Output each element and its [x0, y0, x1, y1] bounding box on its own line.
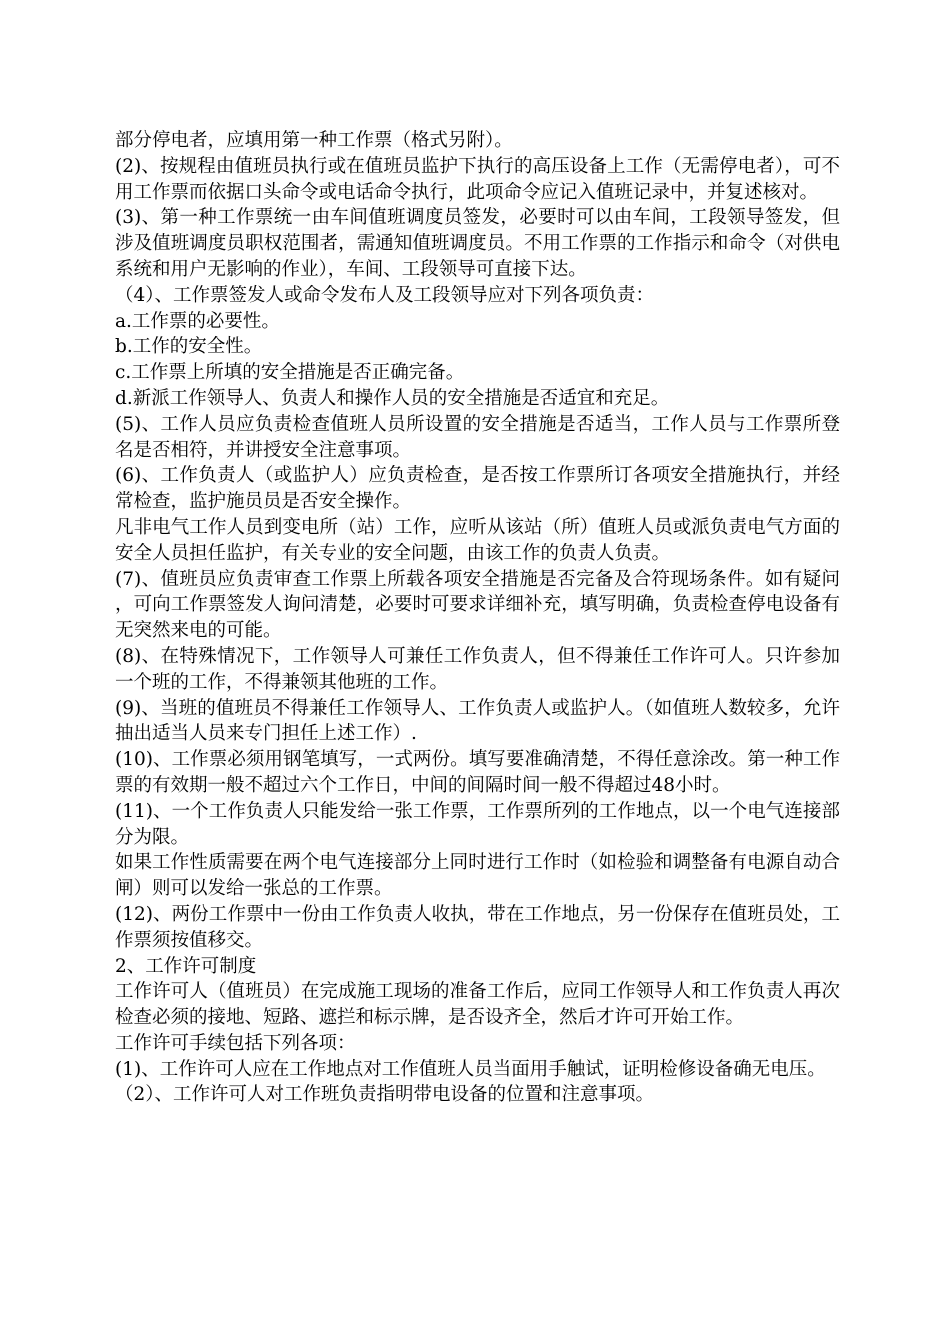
paragraph: （2）、工作许可人对工作班负责指明带电设备的位置和注意事项。	[115, 1084, 655, 1106]
paragraph: (9)、当班的值班员不得兼任工作领导人、工作负责人或监护人。（如值班人数较多，允许抽出适当人员来专门担任上述工作）.	[115, 697, 840, 745]
paragraph: (10)、工作票必须用钢笔填写，一式两份。填写要准确清楚，不得任意涂改。第一种工作票的有效期一般不超过六个工作日，中间的间隔时间一般不得超过48小时。	[115, 749, 840, 796]
paragraph: 如果工作性质需要在两个电气连接部分上同时进行工作时（如检验和调整备有电源自动合闸）则可以发给一张总的工作票。	[115, 852, 840, 900]
list-item: b.工作的安全性。	[115, 336, 263, 358]
paragraph: 部分停电者，应填用第一种工作票（格式另附）。	[115, 130, 513, 151]
paragraph: (2)、按规程由值班员执行或在值班员监护下执行的高压设备上工作（无需停电者），可不用工作票而依据口头命令或电话命令执行，此项命令应记入值班记录中，并复述核对。	[115, 155, 840, 203]
list-item: d.新派工作领导人、负责人和操作人员的安全措施是否适宜和充足。	[115, 387, 670, 409]
paragraph: 工作许可人（值班员）在完成施工现场的准备工作后，应同工作领导人和工作负责人再次检查必须的接地、短路、遮拦和标示牌，是否设齐全，然后才许可开始工作。	[115, 981, 840, 1029]
list-item: a.工作票的必要性。	[115, 310, 280, 332]
paragraph: (3)、第一种工作票统一由车间值班调度员签发，必要时可以由车间，工段领导签发，但涉及值班调度员职权范围者，需通知值班调度员。不用工作票的工作指示和命令（对供电系统和用户无影响的作业），车间、工段领导可直接下达。	[115, 207, 840, 280]
paragraph: (1)、工作许可人应在工作地点对工作值班人员当面用手触试，证明检修设备确无电压。	[115, 1058, 826, 1080]
paragraph: (6)、工作负责人（或监护人）应负责检查，是否按工作票所订各项安全措施执行，并经常检查，监护施员员是否安全操作。	[115, 465, 840, 513]
paragraph: (11)、一个工作负责人只能发给一张工作票，工作票所列的工作地点，以一个电气连接部分为限。	[115, 800, 840, 848]
paragraph: (7)、值班员应负责审查工作票上所载各项安全措施是否完备及合符现场条件。如有疑问，可向工作票签发人询问清楚，必要时可要求详细补充，填写明确，负责检查停电设备有无突然来电的可能。	[115, 568, 840, 642]
section-heading: 2、工作许可制度	[115, 955, 257, 977]
document-body	[115, 128, 840, 1108]
paragraph: （4）、工作票签发人或命令发布人及工段领导应对下列各项负责：	[115, 284, 655, 306]
paragraph: 凡非电气工作人员到变电所（站）工作，应听从该站（所）值班人员或派负责电气方面的安全人员担任监护，有关专业的安全问题，由该工作的负责人负责。	[115, 516, 840, 564]
paragraph: 工作许可手续包括下列各项：	[115, 1032, 356, 1054]
paragraph: (5)、工作人员应负责检查值班人员所设置的安全措施是否适当，工作人员与工作票所登名是否相符，并讲授安全注意事项。	[115, 413, 840, 461]
paragraph: (8)、在特殊情况下，工作领导人可兼任工作负责人，但不得兼任工作许可人。只许参加一个班的工作，不得兼领其他班的工作。	[115, 645, 840, 693]
paragraph: (12)、两份工作票中一份由工作负责人收执，带在工作地点，另一份保存在值班员处，工作票须按值移交。	[115, 903, 840, 951]
list-item: c.工作票上所填的安全措施是否正确完备。	[115, 362, 465, 384]
